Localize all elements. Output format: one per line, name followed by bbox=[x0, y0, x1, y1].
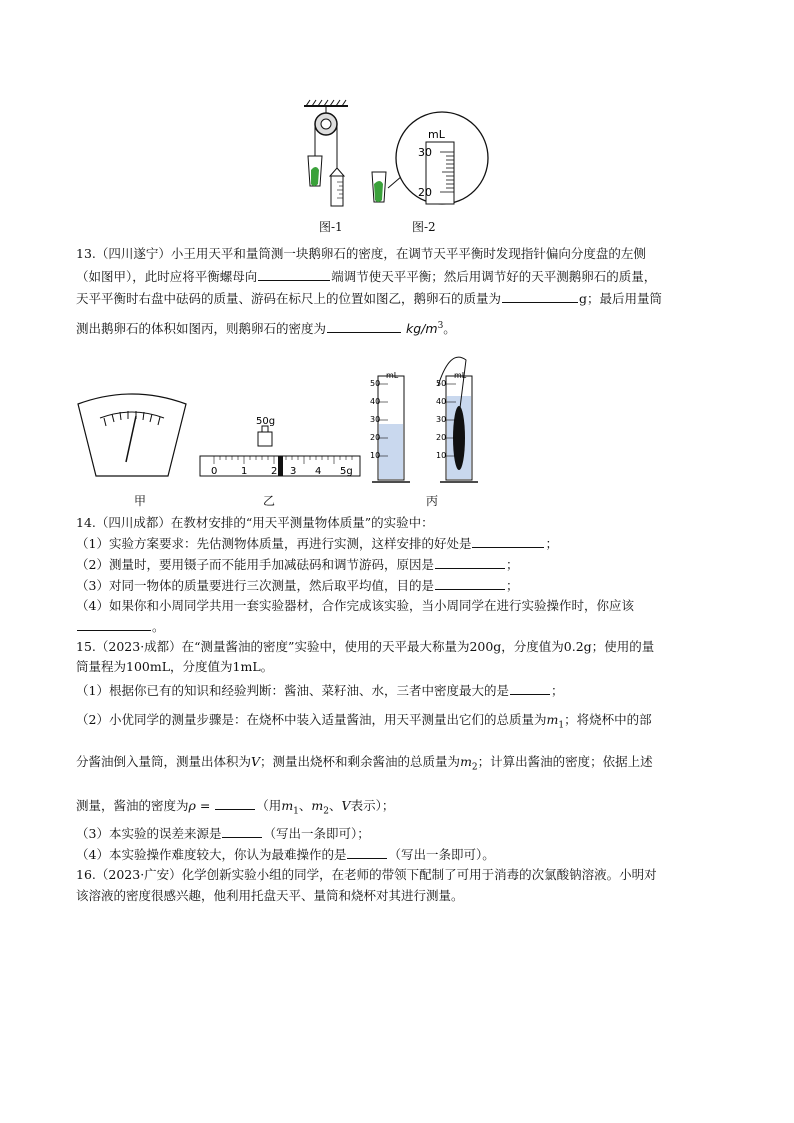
caption-fig-2: 图-2 bbox=[412, 220, 436, 234]
answer-blank[interactable] bbox=[222, 825, 262, 838]
answer-blank[interactable] bbox=[435, 556, 505, 569]
answer-blank[interactable] bbox=[510, 682, 550, 695]
svg-text:50: 50 bbox=[436, 379, 447, 388]
q14-line-3: （2）测量时，要用镊子而不能用手加减砝码和调节游码，原因是 ； bbox=[76, 557, 519, 572]
q13-line-2: （如图甲），此时应将平衡螺母向 端调节使天平平衡；然后用调节好的天平测鹅卵石的质量， bbox=[76, 269, 657, 284]
svg-text:0: 0 bbox=[211, 466, 218, 477]
svg-text:3: 3 bbox=[290, 466, 297, 477]
cyl-unit-label: mL bbox=[428, 128, 445, 141]
svg-text:20: 20 bbox=[436, 433, 447, 442]
answer-blank[interactable] bbox=[347, 846, 387, 859]
balance-figure-13 bbox=[70, 356, 510, 496]
svg-text:10: 10 bbox=[370, 451, 381, 460]
q15-line-2: 筒量程为100mL，分度值为1mL。 bbox=[76, 659, 274, 674]
q13-line-4: 测出鹅卵石的体积如图丙，则鹅卵石的密度为 $kg/m^3$。 bbox=[76, 321, 456, 337]
caption-fig-1: 图-1 bbox=[319, 220, 343, 234]
weight-label: 50g bbox=[256, 416, 276, 427]
q13-line-1: 13.（四川遂宁）小王用天平和量筒测一块鹅卵石的密度，在调节天平平衡时发现指针偏向分度盘的左侧 bbox=[76, 246, 646, 261]
answer-blank[interactable] bbox=[258, 268, 330, 281]
answer-blank[interactable] bbox=[472, 535, 544, 548]
svg-text:2: 2 bbox=[271, 466, 278, 477]
q15-line-6: 测量，酱油的密度为ρ = （用$m_1$、$m_2$、V表示）； bbox=[76, 798, 395, 817]
tick-30: 30 bbox=[418, 146, 432, 159]
caption-jia: 甲 bbox=[134, 494, 147, 508]
q14-line-2: （1）实验方案要求：先估测物体质量，再进行实测，这样安排的好处是 ； bbox=[76, 536, 558, 551]
q15-line-8: （4）本实验操作难度较大，你认为最难操作的是 （写出一条即可）。 bbox=[76, 847, 495, 862]
svg-text:5g: 5g bbox=[340, 466, 353, 477]
svg-text:4: 4 bbox=[315, 466, 322, 477]
tick-20: 20 bbox=[418, 186, 432, 199]
q14-line-4: （3）对同一物体的质量要进行三次测量，然后取平均值，目的是 ； bbox=[76, 578, 519, 593]
pulley-cylinder-figure bbox=[296, 98, 496, 218]
svg-text:30: 30 bbox=[436, 415, 447, 424]
svg-text:mL: mL bbox=[454, 371, 467, 380]
svg-text:1: 1 bbox=[241, 466, 248, 477]
svg-text:40: 40 bbox=[370, 397, 381, 406]
caption-bing: 丙 bbox=[426, 494, 439, 508]
q15-line-3: （1）根据你已有的知识和经验判断：酱油、菜籽油、水，三者中密度最大的是 ； bbox=[76, 683, 564, 698]
answer-blank[interactable] bbox=[327, 320, 401, 333]
svg-text:mL: mL bbox=[386, 371, 399, 380]
q15-line-7: （3）本实验的误差来源是 （写出一条即可）； bbox=[76, 826, 370, 841]
caption-yi: 乙 bbox=[263, 494, 276, 508]
svg-text:20: 20 bbox=[370, 433, 381, 442]
cylinder-2-ticks bbox=[436, 379, 446, 460]
answer-blank[interactable] bbox=[502, 290, 578, 303]
svg-text:50: 50 bbox=[370, 379, 381, 388]
answer-blank[interactable] bbox=[77, 618, 151, 631]
q15-line-4: （2）小优同学的测量步骤是：在烧杯中装入适量酱油，用天平测量出它们的总质量为$m_1$；将烧杯中的部 bbox=[76, 712, 652, 731]
q13-line-3: 天平平衡时右盘中砝码的质量、游码在标尺上的位置如图乙，鹅卵石的质量为 g；最后用量筒 bbox=[76, 291, 663, 306]
q15-line-5: 分酱油倒入量筒，测量出体积为V；测量出烧杯和剩余酱油的总质量为$m_2$；计算出酱油的密度；依据上述 bbox=[76, 754, 653, 773]
q16-line-1: 16.（2023·广安）化学创新实验小组的同学，在老师的带领下配制了可用于消毒的次氯酸钠溶液。小明对 bbox=[76, 867, 657, 882]
q14-line-6: 。 bbox=[76, 618, 165, 635]
answer-blank[interactable] bbox=[435, 577, 505, 590]
q14-line-1: 14.（四川成都）在教材安排的“用天平测量物体质量”的实验中： bbox=[76, 515, 434, 530]
q15-line-1: 15.（2023·成都）在“测量酱油的密度”实验中，使用的天平最大称量为200g，分度值为0.2g；使用的量 bbox=[76, 639, 655, 654]
svg-text:30: 30 bbox=[370, 415, 381, 424]
q14-line-5: （4）如果你和小周同学共用一套实验器材，合作完成该实验，当小周同学在进行实验操作时，你应该 bbox=[76, 598, 634, 613]
answer-blank[interactable] bbox=[215, 797, 255, 810]
svg-text:40: 40 bbox=[436, 397, 447, 406]
svg-text:10: 10 bbox=[436, 451, 447, 460]
q16-line-2: 该溶液的密度很感兴趣，他利用托盘天平、量筒和烧杯对其进行测量。 bbox=[76, 888, 464, 903]
